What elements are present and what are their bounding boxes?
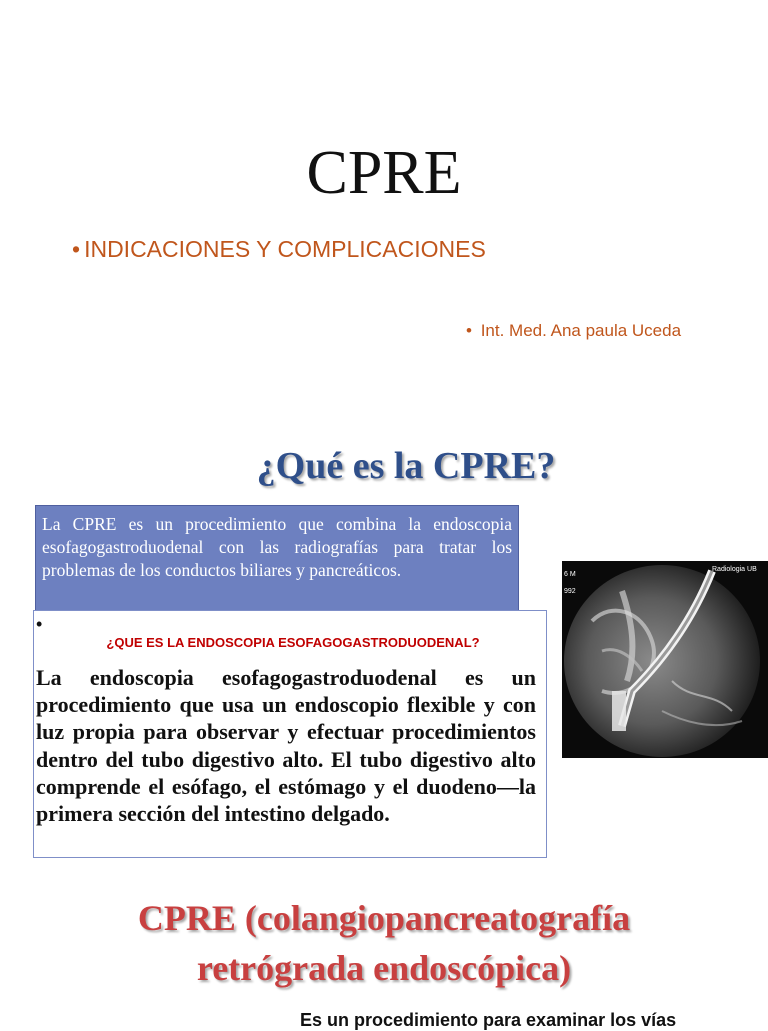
endoscopy-bullet: •: [36, 614, 43, 634]
xray-label-topright: Radiologia UB: [712, 566, 757, 573]
slide-title: CPRE: [306, 139, 462, 207]
xray-label-topleft2: 992: [564, 588, 576, 595]
slide3-cutoff-text: Es un procedimiento para examinar los vías: [300, 1010, 677, 1030]
endoscopy-question: ¿QUE ES LA ENDOSCOPIA ESOFAGOGASTRODUODENAL?: [106, 635, 480, 650]
slide3-heading-line2: retrógrada endoscópica): [196, 948, 572, 988]
author-text: Int. Med. Ana paula Uceda: [480, 321, 682, 340]
xray-image: [562, 561, 768, 758]
subtitle: [72, 236, 486, 263]
subtitle-text: INDICACIONES Y COMPLICACIONES: [84, 236, 486, 262]
author-bullet: •: [466, 321, 472, 340]
slide3-heading-line1: CPRE (colangiopancreatografía: [137, 898, 631, 938]
endoscopy-box: [33, 610, 547, 858]
slide3-heading: [0, 893, 768, 993]
author-line: [466, 321, 681, 341]
endoscopy-body: La endoscopia esofagogastroduodenal es un procedimiento que usa un endoscopio flexible y con luz propia para observar y efectuar procedimientos dentro del tubo digestivo alto. El tubo digestivo alto comprende el esófago, el estómago y el duodeno—la primera sección del intestino delgado.: [36, 665, 536, 827]
section-heading: ¿Qué es la CPRE?: [256, 445, 556, 487]
subtitle-bullet: •: [72, 236, 81, 262]
xray-label-topleft: 6 M: [564, 571, 576, 578]
definition-box: La CPRE es un procedimiento que combina la endoscopia esofagogastroduodenal con las radiografías para tratar los problemas de los conductos biliares y pancreáticos.: [35, 505, 519, 611]
